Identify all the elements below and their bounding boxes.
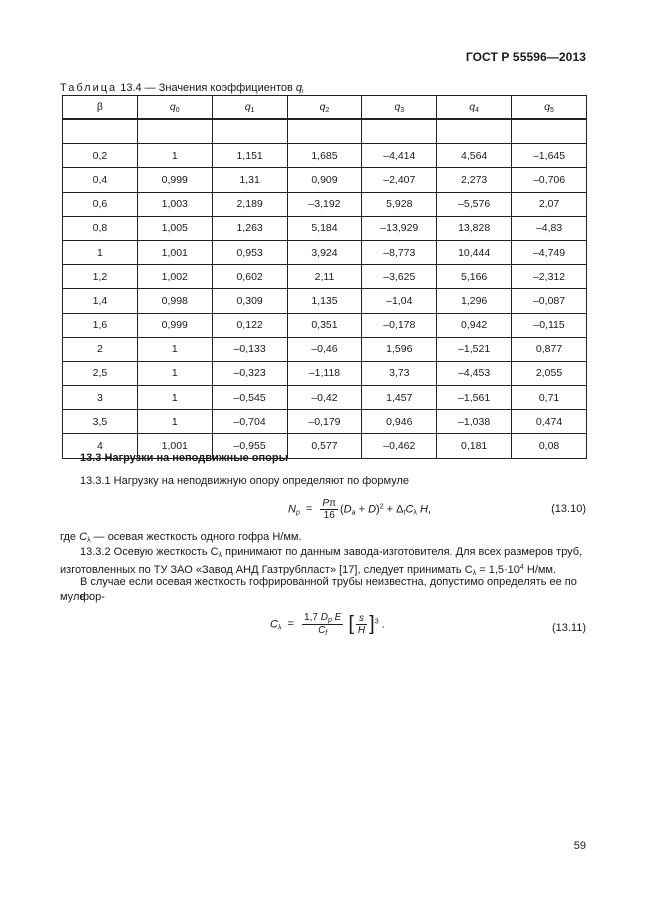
table-row <box>63 192 587 216</box>
paragraph-13-3-1: 13.3.1 Нагрузку на неподвижную опору определяют по формуле <box>80 475 410 487</box>
equation-number-13-11: (13.11) <box>551 622 586 634</box>
table-cell: 1 <box>137 144 212 168</box>
table-cell: 5,184 <box>287 216 362 240</box>
table-cell: 2,189 <box>212 192 287 216</box>
table-cell: 1,001 <box>137 240 212 264</box>
table-cell: –2,407 <box>362 168 437 192</box>
table-cell: 1 <box>137 386 212 410</box>
table-cell: 2 <box>63 337 138 361</box>
table-cell: 0,351 <box>287 313 362 337</box>
table-cell: –0,42 <box>287 386 362 410</box>
table-cell: –4,83 <box>512 216 587 240</box>
table-spacer-cell <box>362 119 437 144</box>
table-cell: 1,2 <box>63 265 138 289</box>
table-cell: –4,414 <box>362 144 437 168</box>
table-cell: –0,178 <box>362 313 437 337</box>
page-number: 59 <box>573 840 586 852</box>
table-cell: 0,181 <box>437 434 512 458</box>
table-cell: 5,928 <box>362 192 437 216</box>
table-cell: 4 <box>63 434 138 458</box>
coefficient-table <box>62 95 587 459</box>
table-cell: –1,561 <box>437 386 512 410</box>
table-cell: –1,04 <box>362 289 437 313</box>
table-cell: –0,704 <box>212 410 287 434</box>
table-cell: 0,999 <box>137 168 212 192</box>
table-cell: –0,706 <box>512 168 587 192</box>
table-spacer-cell <box>287 119 362 144</box>
table-cell: 0,8 <box>63 216 138 240</box>
table-cell: 1,296 <box>437 289 512 313</box>
table-caption-symbol: q <box>295 82 303 94</box>
column-header-5: $q_4$ <box>437 96 512 120</box>
table-row <box>63 240 587 264</box>
table-caption-word: Таблица <box>60 82 118 94</box>
column-header-3: $q_2$ <box>287 96 362 120</box>
table-cell: 0,877 <box>512 337 587 361</box>
table-cell: –0,179 <box>287 410 362 434</box>
paragraph-13-3-2-cont: изготовленных по ТУ ЗАО «Завод АНД Газтрубпласт» [17], следует принимать $C_\lambda = 1,5\cdot 10^4$ Н/мм. <box>60 564 557 577</box>
table-cell: –0,087 <box>512 289 587 313</box>
table-cell: 3,73 <box>362 361 437 385</box>
table-spacer-cell <box>137 119 212 144</box>
table-cell: 0,577 <box>287 434 362 458</box>
table-spacer-cell <box>212 119 287 144</box>
paragraph-where: где $C_\lambda$ — осевая жесткость одного гофра Н/мм. <box>60 531 302 544</box>
paragraph-stiffness-unknown: В случае если осевая жесткость гофрированной трубы неизвестна, допустимо определять ее по фор- <box>80 576 577 603</box>
table-cell: 0,998 <box>137 289 212 313</box>
table-cell: –0,323 <box>212 361 287 385</box>
table-cell: –4,749 <box>512 240 587 264</box>
formula-13-10: $N_p$ = $\frac{P\pi}{16}$ $(D_a + D)^2 + \Delta_tC_\lambda$ H, <box>288 498 431 521</box>
paragraph-stiffness-unknown-cont: муле <box>60 591 86 603</box>
column-header-4: $q_3$ <box>362 96 437 120</box>
equation-number-13-10: (13.10) <box>551 503 586 515</box>
table-cell: 1,005 <box>137 216 212 240</box>
table-cell: –0,46 <box>287 337 362 361</box>
table-cell: 2,11 <box>287 265 362 289</box>
document-standard-id: ГОСТ Р 55596—2013 <box>465 50 586 64</box>
table-cell: 1,596 <box>362 337 437 361</box>
column-header-2: $q_1$ <box>212 96 287 120</box>
table-cell: 1,685 <box>287 144 362 168</box>
table-cell: 1,4 <box>63 289 138 313</box>
table-cell: 0,4 <box>63 168 138 192</box>
table-cell: 1,135 <box>287 289 362 313</box>
table-cell: 0,946 <box>362 410 437 434</box>
table-cell: 2,07 <box>512 192 587 216</box>
table-cell: –0,955 <box>212 434 287 458</box>
table-row <box>63 313 587 337</box>
table-cell: 0,999 <box>137 313 212 337</box>
table-cell: 1 <box>137 337 212 361</box>
table-caption <box>60 82 304 95</box>
section-title: 13.3 Нагрузки на неподвижные опоры <box>80 452 288 464</box>
table-header-row <box>63 96 587 120</box>
table-cell: 2,5 <box>63 361 138 385</box>
table-cell: 10,444 <box>437 240 512 264</box>
table-cell: –4,453 <box>437 361 512 385</box>
table-cell: –0,462 <box>362 434 437 458</box>
table-cell: 13,828 <box>437 216 512 240</box>
table-body <box>63 119 587 458</box>
table-cell: 1,31 <box>212 168 287 192</box>
table-cell: –2,312 <box>512 265 587 289</box>
table-cell: 0,6 <box>63 192 138 216</box>
table-cell: 1,457 <box>362 386 437 410</box>
column-header-0: β <box>63 96 138 120</box>
table-cell: 1 <box>63 240 138 264</box>
table-spacer-row <box>63 119 587 144</box>
table-cell: 2,273 <box>437 168 512 192</box>
table-cell: –1,038 <box>437 410 512 434</box>
table-cell: 1,002 <box>137 265 212 289</box>
table-row <box>63 337 587 361</box>
table-cell: 0,08 <box>512 434 587 458</box>
table-row <box>63 144 587 168</box>
table-cell: 1,151 <box>212 144 287 168</box>
table-caption-text: 13.4 — Значения коэффициентов <box>120 82 296 94</box>
table-cell: –5,576 <box>437 192 512 216</box>
table-cell: 0,474 <box>512 410 587 434</box>
table-row <box>63 289 587 313</box>
column-header-6: $q_5$ <box>512 96 587 120</box>
table-cell: 0,2 <box>63 144 138 168</box>
table-cell: 1,263 <box>212 216 287 240</box>
table-cell: –1,645 <box>512 144 587 168</box>
table-row <box>63 265 587 289</box>
table-cell: –3,192 <box>287 192 362 216</box>
table-row <box>63 168 587 192</box>
table-cell: 0,953 <box>212 240 287 264</box>
table-cell: 5,166 <box>437 265 512 289</box>
table-cell: –1,118 <box>287 361 362 385</box>
table-row <box>63 216 587 240</box>
table-cell: 0,122 <box>212 313 287 337</box>
table-cell: 3,924 <box>287 240 362 264</box>
table-cell: 2,055 <box>512 361 587 385</box>
table-cell: –0,545 <box>212 386 287 410</box>
column-header-1: $q_0$ <box>137 96 212 120</box>
table-spacer-cell <box>512 119 587 144</box>
table-row <box>63 361 587 385</box>
table-cell: 3,5 <box>63 410 138 434</box>
table-cell: 1,001 <box>137 434 212 458</box>
formula-13-11: $C_\lambda$ = $\frac{1,7 D_p E}{C_f}$ [ $\frac{s}{H}$ ]$^3$ . <box>270 612 385 637</box>
table-cell: 1,6 <box>63 313 138 337</box>
table-cell: 0,71 <box>512 386 587 410</box>
table-cell: 0,309 <box>212 289 287 313</box>
table-cell: –8,773 <box>362 240 437 264</box>
table-cell: 3 <box>63 386 138 410</box>
table-cell: 0,909 <box>287 168 362 192</box>
table-spacer-cell <box>63 119 138 144</box>
table-cell: 4,564 <box>437 144 512 168</box>
table-cell: 1 <box>137 361 212 385</box>
table-cell: 1,003 <box>137 192 212 216</box>
table-cell: 0,602 <box>212 265 287 289</box>
table-caption-sub: i <box>302 88 304 95</box>
table-row <box>63 386 587 410</box>
table-cell: –13,929 <box>362 216 437 240</box>
table-cell: –3,625 <box>362 265 437 289</box>
table-spacer-cell <box>437 119 512 144</box>
table-cell: 0,942 <box>437 313 512 337</box>
table-cell: –1,521 <box>437 337 512 361</box>
table-row <box>63 410 587 434</box>
paragraph-13-3-2: 13.3.2 Осевую жесткость $C_\lambda$ принимают по данным завода-изготовителя. Для всех размеров труб, <box>80 546 583 559</box>
table-cell: 1 <box>137 410 212 434</box>
table-cell: –0,115 <box>512 313 587 337</box>
table-cell: –0,133 <box>212 337 287 361</box>
